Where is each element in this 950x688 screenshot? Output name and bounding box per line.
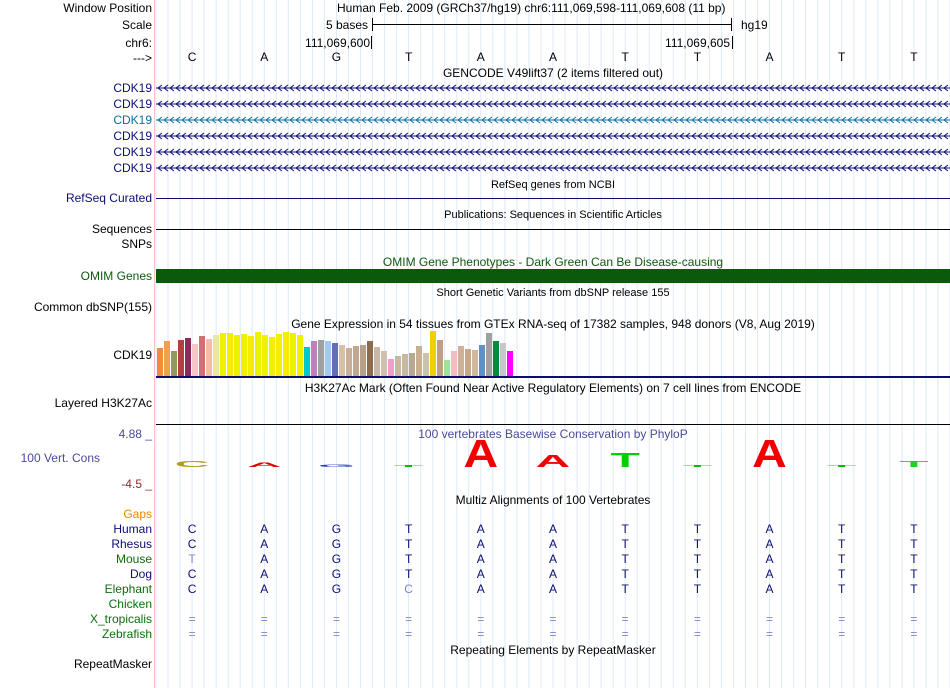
alignment-base: T bbox=[910, 522, 918, 536]
alignment-base: T bbox=[404, 537, 413, 551]
alignment-base: = bbox=[910, 612, 918, 626]
gtex-tissue-bar bbox=[269, 337, 275, 376]
gtex-tissue-bar bbox=[395, 356, 401, 376]
conservation-logo-letter: T bbox=[899, 460, 929, 469]
alignment-base: = bbox=[188, 627, 196, 641]
alignment-base: = bbox=[838, 627, 846, 641]
conservation-logo-letter: T bbox=[827, 464, 857, 468]
gtex-tissue-bar bbox=[353, 346, 359, 376]
alignment-base: = bbox=[693, 612, 701, 626]
alignment-base: A bbox=[476, 537, 485, 551]
conservation-logo-letter: C bbox=[174, 460, 210, 469]
gtex-tissue-bar bbox=[507, 351, 513, 376]
omim-gene-bar[interactable] bbox=[156, 269, 950, 283]
alignment-base: A bbox=[765, 582, 774, 596]
alignment-base: A bbox=[260, 552, 269, 566]
snps-track-label[interactable]: SNPs bbox=[121, 237, 152, 251]
gencode-transcript-label-5[interactable]: CDK19 bbox=[113, 145, 152, 159]
conservation-logo-letter: G bbox=[317, 463, 356, 468]
gtex-tissue-bar bbox=[297, 335, 303, 376]
gtex-tissue-bar bbox=[458, 346, 464, 376]
alignment-base: = bbox=[332, 612, 340, 626]
alignment-base: = bbox=[621, 612, 629, 626]
gtex-track-label[interactable]: CDK19 bbox=[113, 348, 152, 362]
alignment-base: T bbox=[910, 552, 918, 566]
alignment-base: T bbox=[838, 522, 846, 536]
base-2: A bbox=[260, 50, 269, 64]
gtex-tissue-bar bbox=[206, 339, 212, 376]
gtex-tissue-bar bbox=[234, 335, 240, 376]
alignment-base: T bbox=[838, 567, 846, 581]
conservation-logo-letter: T bbox=[610, 449, 640, 472]
alignment-base: T bbox=[693, 567, 702, 581]
alignment-base: A bbox=[260, 567, 269, 581]
alignment-base: = bbox=[838, 612, 846, 626]
conservation-logo-letter: T bbox=[682, 464, 713, 468]
coord-left: 111,069,600 bbox=[305, 36, 370, 50]
refseq-track-label[interactable]: RefSeq Curated bbox=[65, 191, 152, 205]
conservation-logo-letter: T bbox=[393, 464, 424, 468]
gencode-transcript-5[interactable] bbox=[156, 146, 950, 158]
alignment-base: T bbox=[910, 537, 918, 551]
gencode-transcript-label-1[interactable]: CDK19 bbox=[113, 81, 152, 95]
window-position-label: Window Position bbox=[63, 1, 152, 15]
base-5: A bbox=[476, 50, 485, 64]
alignment-base: T bbox=[910, 582, 918, 596]
gtex-tissue-bar bbox=[311, 341, 317, 376]
gtex-tissue-bar bbox=[430, 331, 436, 376]
base-9: A bbox=[765, 50, 774, 64]
gtex-tissue-bar bbox=[423, 353, 429, 376]
gtex-tissue-bar bbox=[304, 347, 310, 376]
omim-track-label[interactable]: OMIM Genes bbox=[80, 269, 152, 283]
conservation-logo-letter: A bbox=[535, 450, 571, 471]
repeatmasker-track-label[interactable]: RepeatMasker bbox=[73, 657, 152, 671]
gencode-transcript-label-3[interactable]: CDK19 bbox=[113, 113, 152, 127]
alignment-base: A bbox=[548, 567, 557, 581]
alignment-base: T bbox=[621, 522, 629, 536]
gtex-tissue-bar bbox=[171, 351, 177, 376]
alignment-base: A bbox=[548, 522, 557, 536]
species-label-chicken[interactable]: Chicken bbox=[108, 597, 152, 611]
h3k27ac-track-title[interactable]: H3K27Ac Mark (Often Found Near Active Regulatory Elements) on 7 cell lines from ENCODE bbox=[304, 381, 802, 395]
species-label-human[interactable]: Human bbox=[113, 522, 152, 536]
conservation-ymin: -4.5 _ bbox=[121, 477, 152, 491]
alignment-base: = bbox=[260, 612, 268, 626]
alignment-base: A bbox=[765, 567, 774, 581]
alignment-base: T bbox=[621, 552, 629, 566]
gencode-transcript-4[interactable] bbox=[156, 130, 950, 142]
h3k27ac-baseline bbox=[156, 424, 950, 425]
gtex-tissue-bar bbox=[241, 334, 247, 376]
gtex-tissue-bar bbox=[157, 348, 163, 376]
alignment-base: = bbox=[260, 627, 268, 641]
base-6: A bbox=[548, 50, 557, 64]
base-4: T bbox=[404, 50, 413, 64]
alignment-base: A bbox=[765, 522, 774, 536]
gtex-tissue-bar bbox=[248, 336, 254, 376]
alignment-base: = bbox=[766, 612, 774, 626]
gencode-transcript-6[interactable] bbox=[156, 162, 950, 174]
conservation-logo-letter: A bbox=[463, 440, 499, 472]
conservation-track-title[interactable]: 100 vertebrates Basewise Conservation by PhyloP bbox=[418, 427, 688, 441]
alignment-base: A bbox=[765, 552, 774, 566]
gtex-tissue-bar bbox=[374, 347, 380, 376]
species-label-elephant[interactable]: Elephant bbox=[104, 582, 152, 596]
gtex-tissue-bar bbox=[416, 346, 422, 376]
gtex-tissue-bar bbox=[388, 359, 394, 376]
multiz-track-title[interactable]: Multiz Alignments of 100 Vertebrates bbox=[455, 493, 651, 507]
alignment-base: G bbox=[331, 582, 342, 596]
alignment-base: A bbox=[476, 582, 485, 596]
base-8: T bbox=[693, 50, 702, 64]
base-10: T bbox=[838, 50, 846, 64]
gtex-track-title[interactable]: Gene Expression in 54 tissues from GTEx RNA-seq of 17382 samples, 948 donors (V8, Aug 2019) bbox=[291, 317, 815, 331]
gtex-tissue-bar bbox=[402, 354, 408, 376]
alignment-base: = bbox=[188, 612, 196, 626]
conservation-logo-letter: A bbox=[246, 461, 282, 469]
alignment-base: = bbox=[332, 627, 340, 641]
gencode-track-title[interactable]: GENCODE V49lift37 (2 items filtered out) bbox=[442, 66, 664, 80]
gtex-tissue-bar bbox=[500, 343, 506, 376]
gtex-tissue-bar bbox=[486, 333, 492, 376]
alignment-base: G bbox=[331, 537, 342, 551]
gtex-gene-line[interactable] bbox=[156, 376, 950, 378]
species-label-mouse[interactable]: Mouse bbox=[115, 552, 152, 566]
conservation-track-label[interactable]: 100 Vert. Cons bbox=[20, 451, 100, 465]
dbsnp-track-label[interactable]: Common dbSNP(155) bbox=[33, 300, 152, 314]
gtex-tissue-bar bbox=[367, 341, 373, 376]
alignment-base: = bbox=[693, 627, 701, 641]
gtex-tissue-bar bbox=[213, 335, 219, 376]
alignment-base: T bbox=[838, 537, 846, 551]
gencode-transcript-label-4[interactable]: CDK19 bbox=[113, 129, 152, 143]
h3k27ac-track-label[interactable]: Layered H3K27Ac bbox=[54, 396, 152, 410]
refseq-track-title[interactable]: RefSeq genes from NCBI bbox=[490, 179, 616, 191]
coord-left-tick bbox=[371, 36, 372, 49]
alignment-base: = bbox=[477, 627, 485, 641]
alignment-base: A bbox=[260, 522, 269, 536]
conservation-ymax: 4.88 _ bbox=[118, 427, 152, 441]
species-label-dog[interactable]: Dog bbox=[129, 567, 152, 581]
publications-track-label[interactable]: Sequences bbox=[91, 222, 152, 236]
alignment-base: T bbox=[404, 522, 413, 536]
gtex-tissue-bar bbox=[444, 360, 450, 376]
alignment-base: T bbox=[693, 537, 702, 551]
repeatmasker-track-title[interactable]: Repeating Elements by RepeatMasker bbox=[450, 643, 656, 657]
strand-label: ---> bbox=[133, 51, 152, 65]
scale-bar bbox=[372, 24, 732, 25]
alignment-base: T bbox=[693, 522, 702, 536]
scale-bar-left-tick bbox=[372, 18, 373, 31]
base-7: T bbox=[621, 50, 629, 64]
publications-track-title[interactable]: Publications: Sequences in Scientific Articles bbox=[444, 209, 662, 221]
gencode-transcript-label-6[interactable]: CDK19 bbox=[113, 161, 152, 175]
alignment-base: T bbox=[621, 567, 629, 581]
gtex-tissue-bar bbox=[262, 335, 268, 376]
alignment-base: A bbox=[548, 582, 557, 596]
alignment-base: A bbox=[765, 537, 774, 551]
alignment-base: T bbox=[838, 552, 846, 566]
species-label-x_tropicalis[interactable]: X_tropicalis bbox=[89, 612, 152, 626]
window-position-value: Human Feb. 2009 (GRCh37/hg19) chr6:111,069,598-111,069,608 (11 bp) bbox=[337, 1, 726, 15]
alignment-base: = bbox=[549, 612, 557, 626]
gencode-transcript-3[interactable] bbox=[156, 114, 950, 126]
alignment-base: C bbox=[187, 522, 197, 536]
gtex-tissue-bar bbox=[465, 349, 471, 376]
alignment-base: C bbox=[187, 582, 197, 596]
gtex-tissue-bar bbox=[479, 345, 485, 376]
alignment-base: = bbox=[405, 612, 413, 626]
publications-line[interactable] bbox=[156, 229, 950, 230]
alignment-base: C bbox=[187, 537, 197, 551]
gtex-tissue-bar bbox=[339, 345, 345, 376]
gencode-transcript-label-2[interactable]: CDK19 bbox=[113, 97, 152, 111]
gencode-transcript-2[interactable] bbox=[156, 98, 950, 110]
dbsnp-track-title[interactable]: Short Genetic Variants from dbSNP release 155 bbox=[436, 287, 670, 299]
gtex-tissue-bar bbox=[290, 333, 296, 376]
gtex-tissue-bar bbox=[227, 333, 233, 376]
alignment-base: A bbox=[260, 537, 269, 551]
gtex-tissue-bar bbox=[437, 340, 443, 376]
gtex-tissue-bar bbox=[346, 348, 352, 376]
alignment-base: A bbox=[548, 537, 557, 551]
omim-track-title[interactable]: OMIM Gene Phenotypes - Dark Green Can Be Disease-causing bbox=[382, 255, 724, 269]
gtex-tissue-bar bbox=[409, 353, 415, 376]
gtex-tissue-bar bbox=[472, 350, 478, 376]
scale-value: 5 bases bbox=[325, 18, 368, 32]
gtex-tissue-bar bbox=[192, 344, 198, 376]
species-label-rhesus[interactable]: Rhesus bbox=[111, 537, 152, 551]
gtex-expression-chart[interactable] bbox=[156, 331, 556, 376]
label-column-divider bbox=[154, 0, 155, 688]
alignment-base: C bbox=[404, 582, 413, 596]
chrom-label: chr6: bbox=[125, 36, 152, 50]
gtex-tissue-bar bbox=[220, 333, 226, 376]
gtex-tissue-bar bbox=[255, 332, 261, 376]
base-11: T bbox=[910, 50, 918, 64]
alignment-base: = bbox=[405, 627, 413, 641]
scale-bar-right-tick bbox=[731, 18, 732, 31]
gtex-tissue-bar bbox=[283, 332, 289, 376]
gtex-tissue-bar bbox=[178, 340, 184, 376]
gtex-tissue-bar bbox=[451, 351, 457, 376]
alignment-base: = bbox=[477, 612, 485, 626]
coord-right-tick bbox=[732, 36, 733, 49]
alignment-base: T bbox=[693, 582, 702, 596]
alignment-base: T bbox=[693, 552, 702, 566]
scale-label: Scale bbox=[121, 18, 152, 32]
conservation-logo-letter: A bbox=[752, 440, 787, 472]
alignment-base: A bbox=[476, 567, 485, 581]
alignment-base: G bbox=[331, 567, 342, 581]
coord-right: 111,069,605 bbox=[665, 36, 730, 50]
alignment-base: = bbox=[549, 627, 557, 641]
gtex-tissue-bar bbox=[381, 351, 387, 376]
scale-db: hg19 bbox=[741, 18, 768, 32]
refseq-gene-line[interactable] bbox=[156, 198, 950, 199]
alignment-base: T bbox=[404, 552, 413, 566]
alignment-base: T bbox=[621, 582, 629, 596]
gaps-label: Gaps bbox=[123, 507, 152, 521]
alignment-base: A bbox=[476, 552, 485, 566]
alignment-base: T bbox=[838, 582, 846, 596]
alignment-base: = bbox=[910, 627, 918, 641]
gencode-transcript-1[interactable] bbox=[156, 82, 950, 94]
base-3: G bbox=[331, 50, 342, 64]
gtex-tissue-bar bbox=[318, 340, 324, 376]
base-1: C bbox=[187, 50, 197, 64]
alignment-base: A bbox=[548, 552, 557, 566]
alignment-base: A bbox=[476, 522, 485, 536]
species-label-zebrafish[interactable]: Zebrafish bbox=[101, 627, 152, 641]
alignment-base: G bbox=[331, 552, 342, 566]
alignment-base: T bbox=[404, 567, 413, 581]
gtex-tissue-bar bbox=[325, 341, 331, 376]
alignment-base: T bbox=[910, 567, 918, 581]
gtex-tissue-bar bbox=[164, 341, 170, 376]
alignment-base: T bbox=[188, 552, 196, 566]
alignment-base: T bbox=[621, 537, 629, 551]
gtex-tissue-bar bbox=[276, 334, 282, 376]
alignment-base: A bbox=[260, 582, 269, 596]
gtex-tissue-bar bbox=[185, 338, 191, 376]
alignment-base: = bbox=[766, 627, 774, 641]
gtex-tissue-bar bbox=[493, 341, 499, 376]
gtex-tissue-bar bbox=[332, 343, 338, 376]
gtex-tissue-bar bbox=[360, 345, 366, 376]
alignment-base: = bbox=[621, 627, 629, 641]
conservation-logo[interactable] bbox=[156, 440, 950, 472]
alignment-base: G bbox=[331, 522, 342, 536]
alignment-base: C bbox=[187, 567, 197, 581]
gtex-tissue-bar bbox=[199, 336, 205, 376]
